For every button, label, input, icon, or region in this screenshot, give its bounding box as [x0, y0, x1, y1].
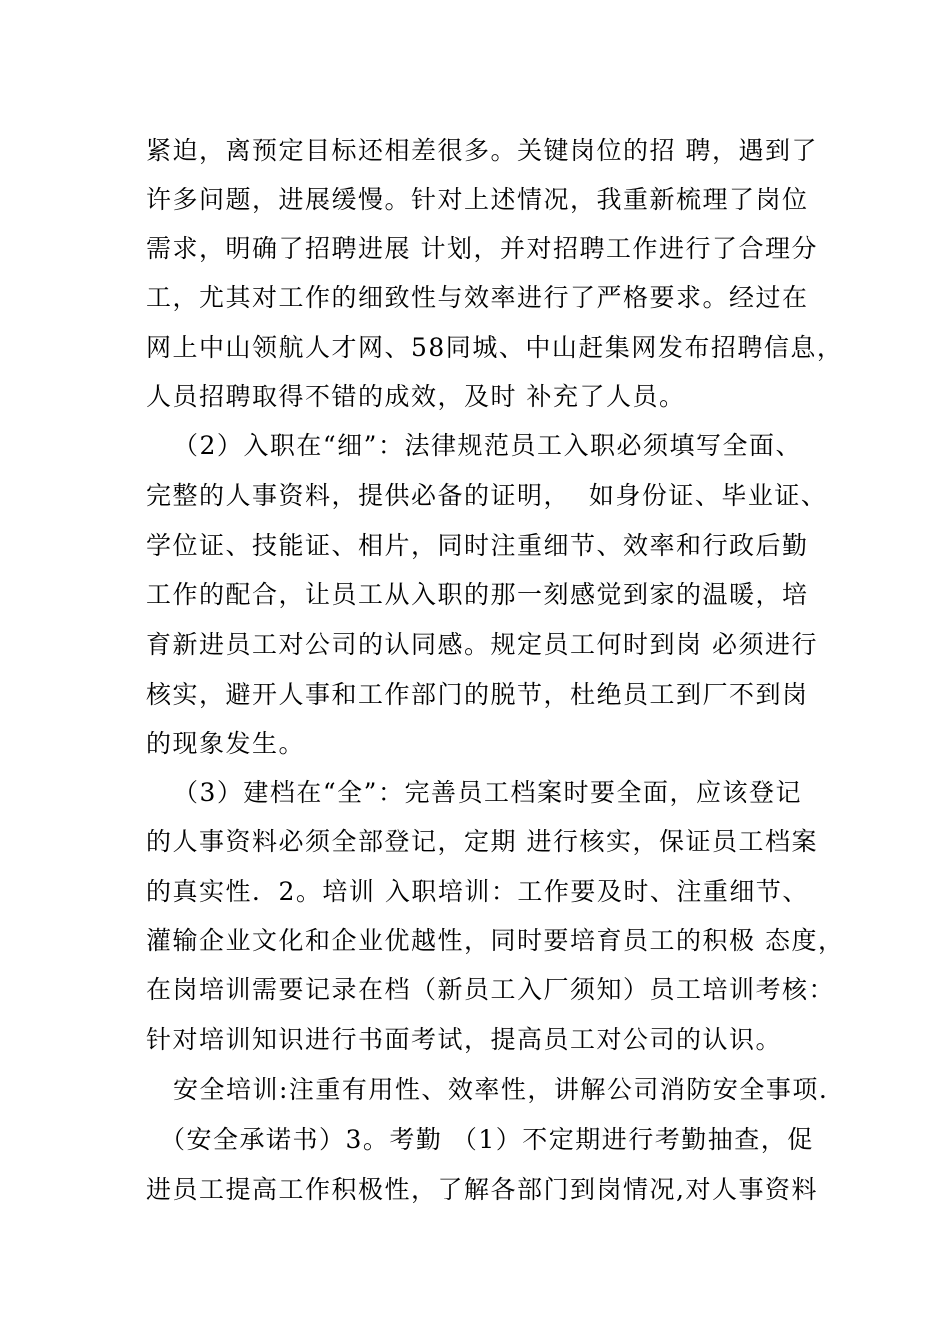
text-line: 学位证、技能证、相片，同时注重细节、效率和行政后勤: [146, 531, 809, 560]
paragraph-start-line: 安全培训:注重有用性、效率性，讲解公司消防安全事项.: [173, 1075, 829, 1104]
text-line: 完整的人事资料，提供必备的证明， 如身份证、毕业证、: [146, 481, 828, 510]
text-line: 在岗培训需要记录在档（新员工入厂须知）员工培训考核：: [146, 975, 836, 1004]
text-line: 针对培训知识进行书面考试，提高员工对公司的认识。: [146, 1025, 783, 1054]
text-line: 网上中山领航人才网、58同城、中山赶集网发布招聘信息，: [146, 333, 844, 362]
text-line: 灌输企业文化和企业优越性，同时要培育员工的积极 态度，: [146, 926, 845, 955]
paragraph-start-line: （3）建档在“全”：完善员工档案时要全面，应该登记: [173, 778, 802, 807]
paragraph-start-line: （2）入职在“细”：法律规范员工入职必须填写全面、: [173, 431, 802, 460]
text-line: 工，尤其对工作的细致性与效率进行了严格要求。经过在: [146, 283, 809, 312]
text-line: 进员工提高工作积极性，了解各部门到岗情况,对人事资料: [146, 1175, 818, 1204]
text-line: 育新进员工对公司的认同感。规定员工何时到岗 必须进行: [146, 630, 818, 659]
text-line: 人员招聘取得不错的成效，及时 补充了人员。: [146, 382, 686, 411]
text-line: 核实，避开人事和工作部门的脱节，杜绝员工到厂不到岗: [146, 680, 809, 709]
text-line: 的人事资料必须全部登记，定期 进行核实，保证员工档案: [146, 827, 818, 856]
text-line: 需求，明确了招聘进展 计划，并对招聘工作进行了合理分: [146, 234, 818, 263]
text-line: 紧迫，离预定目标还相差很多。关键岗位的招 聘，遇到了: [146, 136, 818, 165]
paragraph-start-line: （安全承诺书）3。考勤 （1）不定期进行考勤抽查，促: [160, 1125, 814, 1154]
text-line: 的现象发生。: [146, 729, 306, 758]
text-line: 工作的配合，让员工从入职的那一刻感觉到家的温暖，培: [146, 580, 809, 609]
text-line: 许多问题，进展缓慢。针对上述情况，我重新梳理了岗位: [146, 185, 809, 214]
text-line: 的真实性．2。培训 入职培训：工作要及时、注重细节、: [146, 877, 809, 906]
